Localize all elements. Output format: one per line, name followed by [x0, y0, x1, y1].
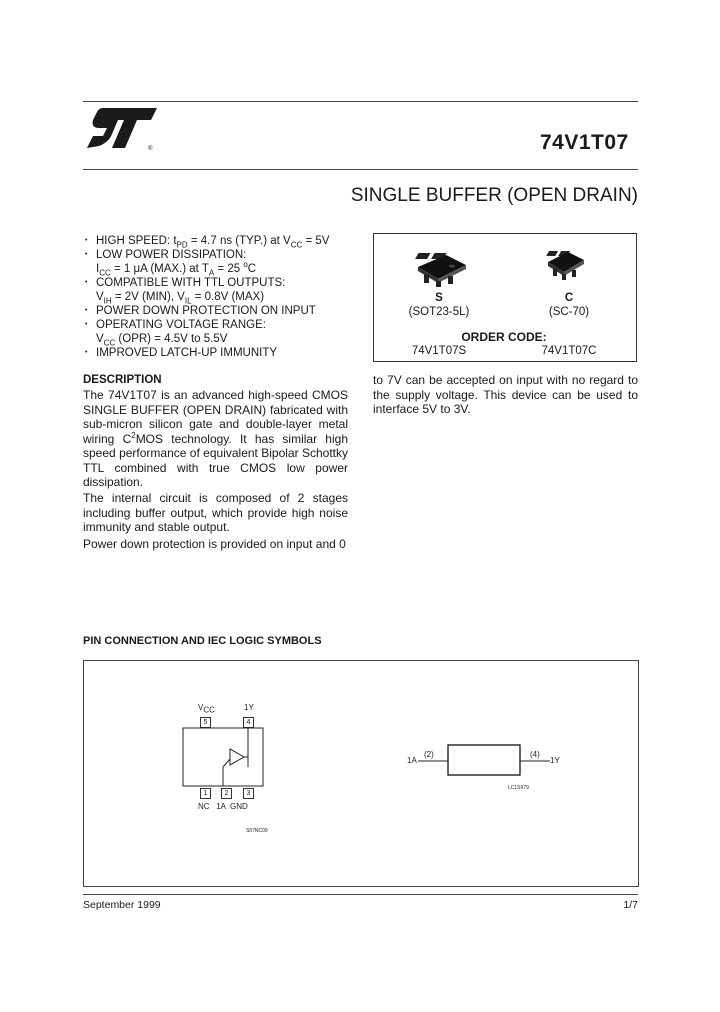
feature-latch-up: • IMPROVED LATCH-UP IMMUNITY	[85, 347, 278, 359]
vcc-label: $V_{CC}$	[198, 703, 215, 715]
order-code-s: 74V1T07S	[411, 345, 467, 357]
iec-logic-symbol	[414, 743, 554, 777]
order-code-label: ORDER CODE:	[461, 330, 547, 344]
pin-package-diagram	[182, 727, 264, 789]
pin-connection-box	[83, 660, 639, 887]
footer-rule	[83, 894, 638, 895]
feature-operating-voltage: • OPERATING VOLTAGE RANGE:	[85, 319, 266, 331]
pin-connection-heading: PIN CONNECTION AND IEC LOGIC SYMBOLS	[83, 635, 322, 647]
description-paragraph-3-continued: to 7V can be accepted on input with no regard to the supply voltage. This device can be used to interface 5V to 3V.	[373, 373, 638, 416]
figure-code-left: S57NC09	[246, 828, 268, 834]
figure-code-right: LC1S979	[508, 785, 529, 791]
feature-operating-voltage-value: $V_{CC}$ (OPR) = 4.5V to 5.5V	[96, 333, 228, 348]
pin-2-box: 2	[221, 788, 232, 799]
feature-low-power-value: $I_{CC} = 1$ μA (MAX.) at $T_A = 25$ $^o$C	[96, 260, 257, 278]
iec-output-pin: (4)	[530, 750, 540, 759]
package-c-letter: C	[564, 292, 574, 304]
pin-5-box: 5	[200, 717, 211, 728]
description-heading: DESCRIPTION	[83, 374, 162, 386]
feature-high-speed: • HIGH SPEED: $t_{PD} = 4.7$ ns (TYP.) at $V_{CC} = 5V$	[85, 235, 330, 250]
bottom-pin-labels: NC 1A GND	[198, 802, 248, 811]
top-rule	[83, 101, 638, 102]
feature-ttl-values: $V_{IH} = 2V$ (MIN), $V_{IL} = 0.8V$ (MAX)	[96, 291, 265, 306]
iec-input-pin: (2)	[424, 750, 434, 759]
pin-4-box: 4	[243, 717, 254, 728]
package-s-name: (SOT23-5L)	[408, 306, 470, 318]
description-paragraph-3: Power down protection is provided on input and 0	[83, 537, 346, 551]
page-subtitle: SINGLE BUFFER (OPEN DRAIN)	[350, 185, 638, 206]
feature-ttl-compatible: • COMPATIBLE WITH TTL OUTPUTS:	[85, 277, 286, 289]
sc70-package-icon	[544, 246, 588, 282]
registered-mark: ®	[148, 146, 153, 152]
title-rule	[83, 169, 638, 170]
output-label: 1Y	[244, 703, 254, 712]
package-s-letter: S	[435, 292, 443, 304]
part-number-title: 74V1T07	[540, 131, 629, 154]
feature-power-down: • POWER DOWN PROTECTION ON INPUT	[85, 305, 316, 317]
footer-date: September 1999	[83, 899, 161, 911]
sot23-package-icon	[412, 247, 470, 287]
iec-output-label: 1Y	[550, 756, 560, 765]
pin-1-box: 1	[200, 788, 211, 799]
order-code-box	[373, 233, 637, 362]
order-code-c: 74V1T07C	[541, 345, 597, 357]
feature-low-power: • LOW POWER DISSIPATION:	[85, 249, 247, 261]
footer-page-number: 1/7	[623, 899, 638, 911]
description-paragraph-1: The 74V1T07 is an advanced high-speed CMOS SINGLE BUFFER (OPEN DRAIN) fabricated with sub-micron silicon gate and double-layer metal wiring $C^2MOS$ technology. It has similar high speed performance of equivalent Bipolar Schottky TTL combined with true CMOS low power dissipation.	[83, 388, 348, 489]
pin-3-box: 3	[243, 788, 254, 799]
description-paragraph-2: The internal circuit is composed of 2 stages including buffer output, which provide high noise immunity and stable output.	[83, 491, 348, 534]
iec-input-label: 1A	[407, 756, 417, 765]
package-c-name: (SC-70)	[548, 306, 590, 318]
